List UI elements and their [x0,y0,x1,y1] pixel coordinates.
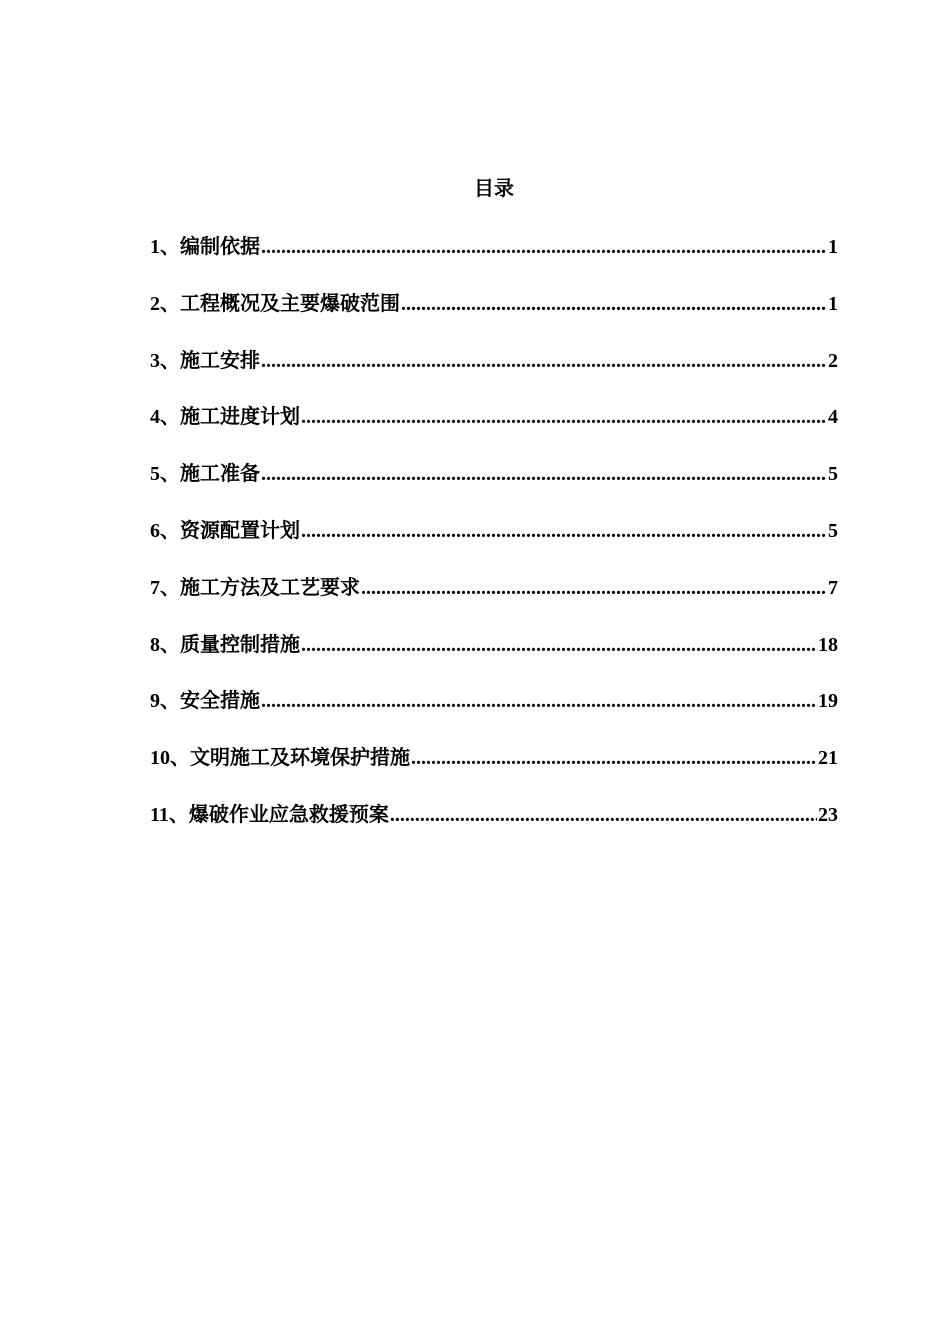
dot-leader [301,515,827,547]
toc-entry-label: 5、施工准备 [150,463,260,486]
toc-entry-page-number: 5 [828,519,838,542]
dot-leader [361,572,827,604]
toc-entry-page-number: 4 [828,406,838,429]
toc-entry-page-number: 19 [818,690,838,713]
toc-entry-4[interactable] [150,401,838,458]
toc-entry-page-number: 1 [828,236,838,258]
table-of-contents [150,231,838,856]
toc-entry-7[interactable] [150,572,838,629]
toc-entry-2[interactable] [150,288,838,345]
toc-entry-page-number: 1 [828,292,838,315]
toc-entry-10[interactable] [150,742,838,799]
toc-entry-label: 2、工程概况及主要爆破范围 [150,292,400,315]
dot-leader [261,345,827,377]
dot-leader [301,629,817,661]
toc-entry-page-number: 5 [828,463,838,486]
dot-leader [261,685,817,717]
toc-entry-label: 9、安全措施 [150,690,260,713]
dot-leader [401,288,827,320]
dot-leader [411,742,817,774]
toc-entry-page-number: 18 [818,633,838,656]
toc-entry-3[interactable] [150,345,838,402]
dot-leader [301,401,827,433]
toc-entry-label: 3、施工安排 [150,349,260,372]
toc-entry-label: 1、编制依据 [150,236,260,258]
toc-entry-page-number: 21 [818,747,838,770]
dot-leader [261,458,827,490]
toc-entry-6[interactable] [150,515,838,572]
toc-entry-label: 6、资源配置计划 [150,519,300,542]
toc-entry-11[interactable] [150,799,838,856]
dot-leader [390,799,817,831]
toc-entry-8[interactable] [150,629,838,686]
toc-entry-label: 8、质量控制措施 [150,633,300,656]
dot-leader [261,231,827,263]
toc-entry-1[interactable] [150,231,838,288]
toc-entry-label: 11、爆破作业应急救援预案 [150,803,389,826]
toc-entry-label: 10、文明施工及环境保护措施 [150,747,410,770]
toc-entry-9[interactable] [150,685,838,742]
toc-entry-page-number: 2 [828,349,838,372]
toc-entry-page-number: 23 [818,803,838,826]
toc-entry-page-number: 7 [828,576,838,599]
toc-entry-label: 7、施工方法及工艺要求 [150,576,360,599]
toc-title: 目录 [474,178,514,200]
toc-entry-5[interactable] [150,458,838,515]
toc-entry-label: 4、施工进度计划 [150,406,300,429]
